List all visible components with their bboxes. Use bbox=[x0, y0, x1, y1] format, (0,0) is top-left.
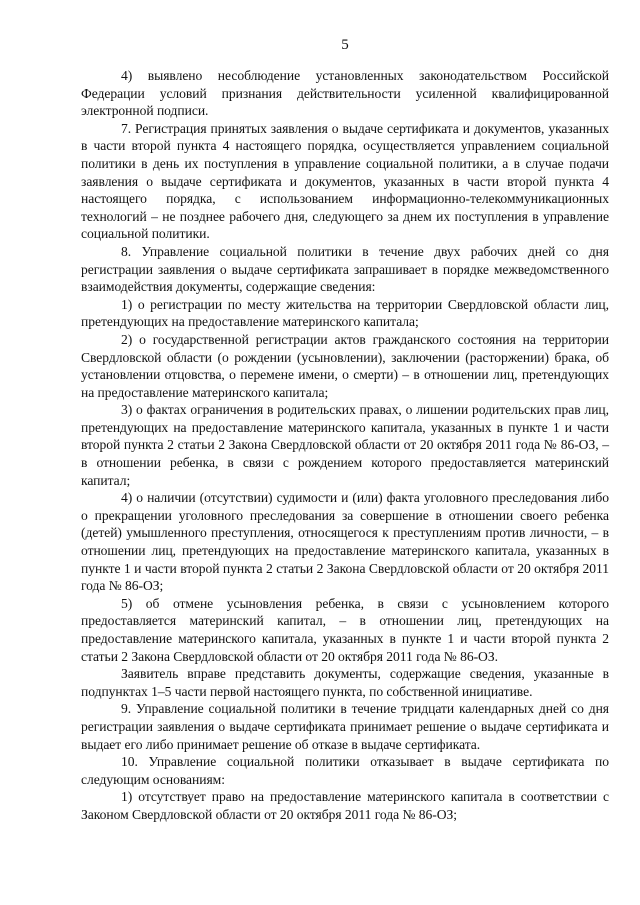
paragraph-10: 10. Управление социальной политики отказывает в выдаче сертификата по следующим основаниям: bbox=[81, 754, 609, 787]
paragraph-8-subitem-2: 2) о государственной регистрации актов гражданского состояния на территории Свердловской области (о рождении (усыновлении), заключении (расторжении) брака, об установлении отцовства, о перемене имени, о смерти) – в отношении лиц, претендующих на предоставление материнского капитала; bbox=[81, 331, 609, 400]
paragraph-10-subitem-1: 1) отсутствует право на предоставление материнского капитала в соответствии с Законом Свердловской области от 20 октября 2011 года № 86-ОЗ; bbox=[81, 789, 609, 822]
paragraph-7: 7. Регистрация принятых заявления о выдаче сертификата и документов, указанных в части второй пункта 4 настоящего порядка, осуществляется управлением социальной политики в день их поступления в управление социальной политики, а в случае подачи заявления о выдаче сертификата и документов, указанных в части второй пункта 4 настоящего порядка, с использованием информационно-телекоммуникационных технологий – не позднее рабочего дня, следующего за днем их поступления в управление социальной политики. bbox=[81, 120, 609, 242]
paragraph-8-subitem-5: 5) об отмене усыновления ребенка, в связи с усыновлением которого предоставляется материнский капитал, – в отношении лиц, претендующих на предоставление материнского капитала, указанных в пункте 1 и части второй пункта 2 статьи 2 Закона Свердловской области от 20 октября 2011 года № 86-ОЗ. bbox=[81, 595, 609, 664]
paragraph-9: 9. Управление социальной политики в течение тридцати календарных дней со дня регистрации заявления о выдаче сертификата принимает решение о выдаче сертификата и выдает его либо принимает решение об отказе в выдаче сертификата. bbox=[81, 701, 609, 752]
paragraph-subitem-4: 4) выявлено несоблюдение установленных законодательством Российской Федерации условий признания действительности усиленной квалифицированной электронной подписи. bbox=[81, 68, 609, 119]
document-page bbox=[81, 0, 609, 824]
paragraph-8: 8. Управление социальной политики в течение двух рабочих дней со дня регистрации заявления о выдаче сертификата запрашивает в порядке межведомственного взаимодействия документы, содержащие сведения: bbox=[81, 243, 609, 295]
paragraph-8-note: Заявитель вправе представить документы, содержащие сведения, указанные в подпунктах 1–5 части первой настоящего пункта, по собственной инициативе. bbox=[81, 666, 609, 699]
page-number: 5 bbox=[341, 37, 349, 53]
paragraph-8-subitem-4: 4) о наличии (отсутствии) судимости и (или) факта уголовного преследования либо о прекращении уголовного преследования за совершение в отношении своего ребенка (детей) умышленного преступления, относящегося к преступлениям против личности, – в отношении лиц, претендующих на предоставление материнского капитала, указанных в пункте 1 и части второй пункта 2 статьи 2 Закона Свердловской области от 20 октября 2011 года № 86-ОЗ; bbox=[81, 490, 609, 594]
paragraph-8-subitem-3: 3) о фактах ограничения в родительских правах, о лишении родительских прав лиц, претендующих на предоставление материнского капитала, указанных в пункте 1 и части второй пункта 2 статьи 2 Закона Свердловской области от 20 октября 2011 года № 86-ОЗ, – в отношении ребенка, в связи с рождением которого предоставляется материнский капитал; bbox=[81, 402, 609, 488]
paragraph-8-subitem-1: 1) о регистрации по месту жительства на территории Свердловской области лиц, претендующих на предоставление материнского капитала; bbox=[81, 296, 609, 330]
